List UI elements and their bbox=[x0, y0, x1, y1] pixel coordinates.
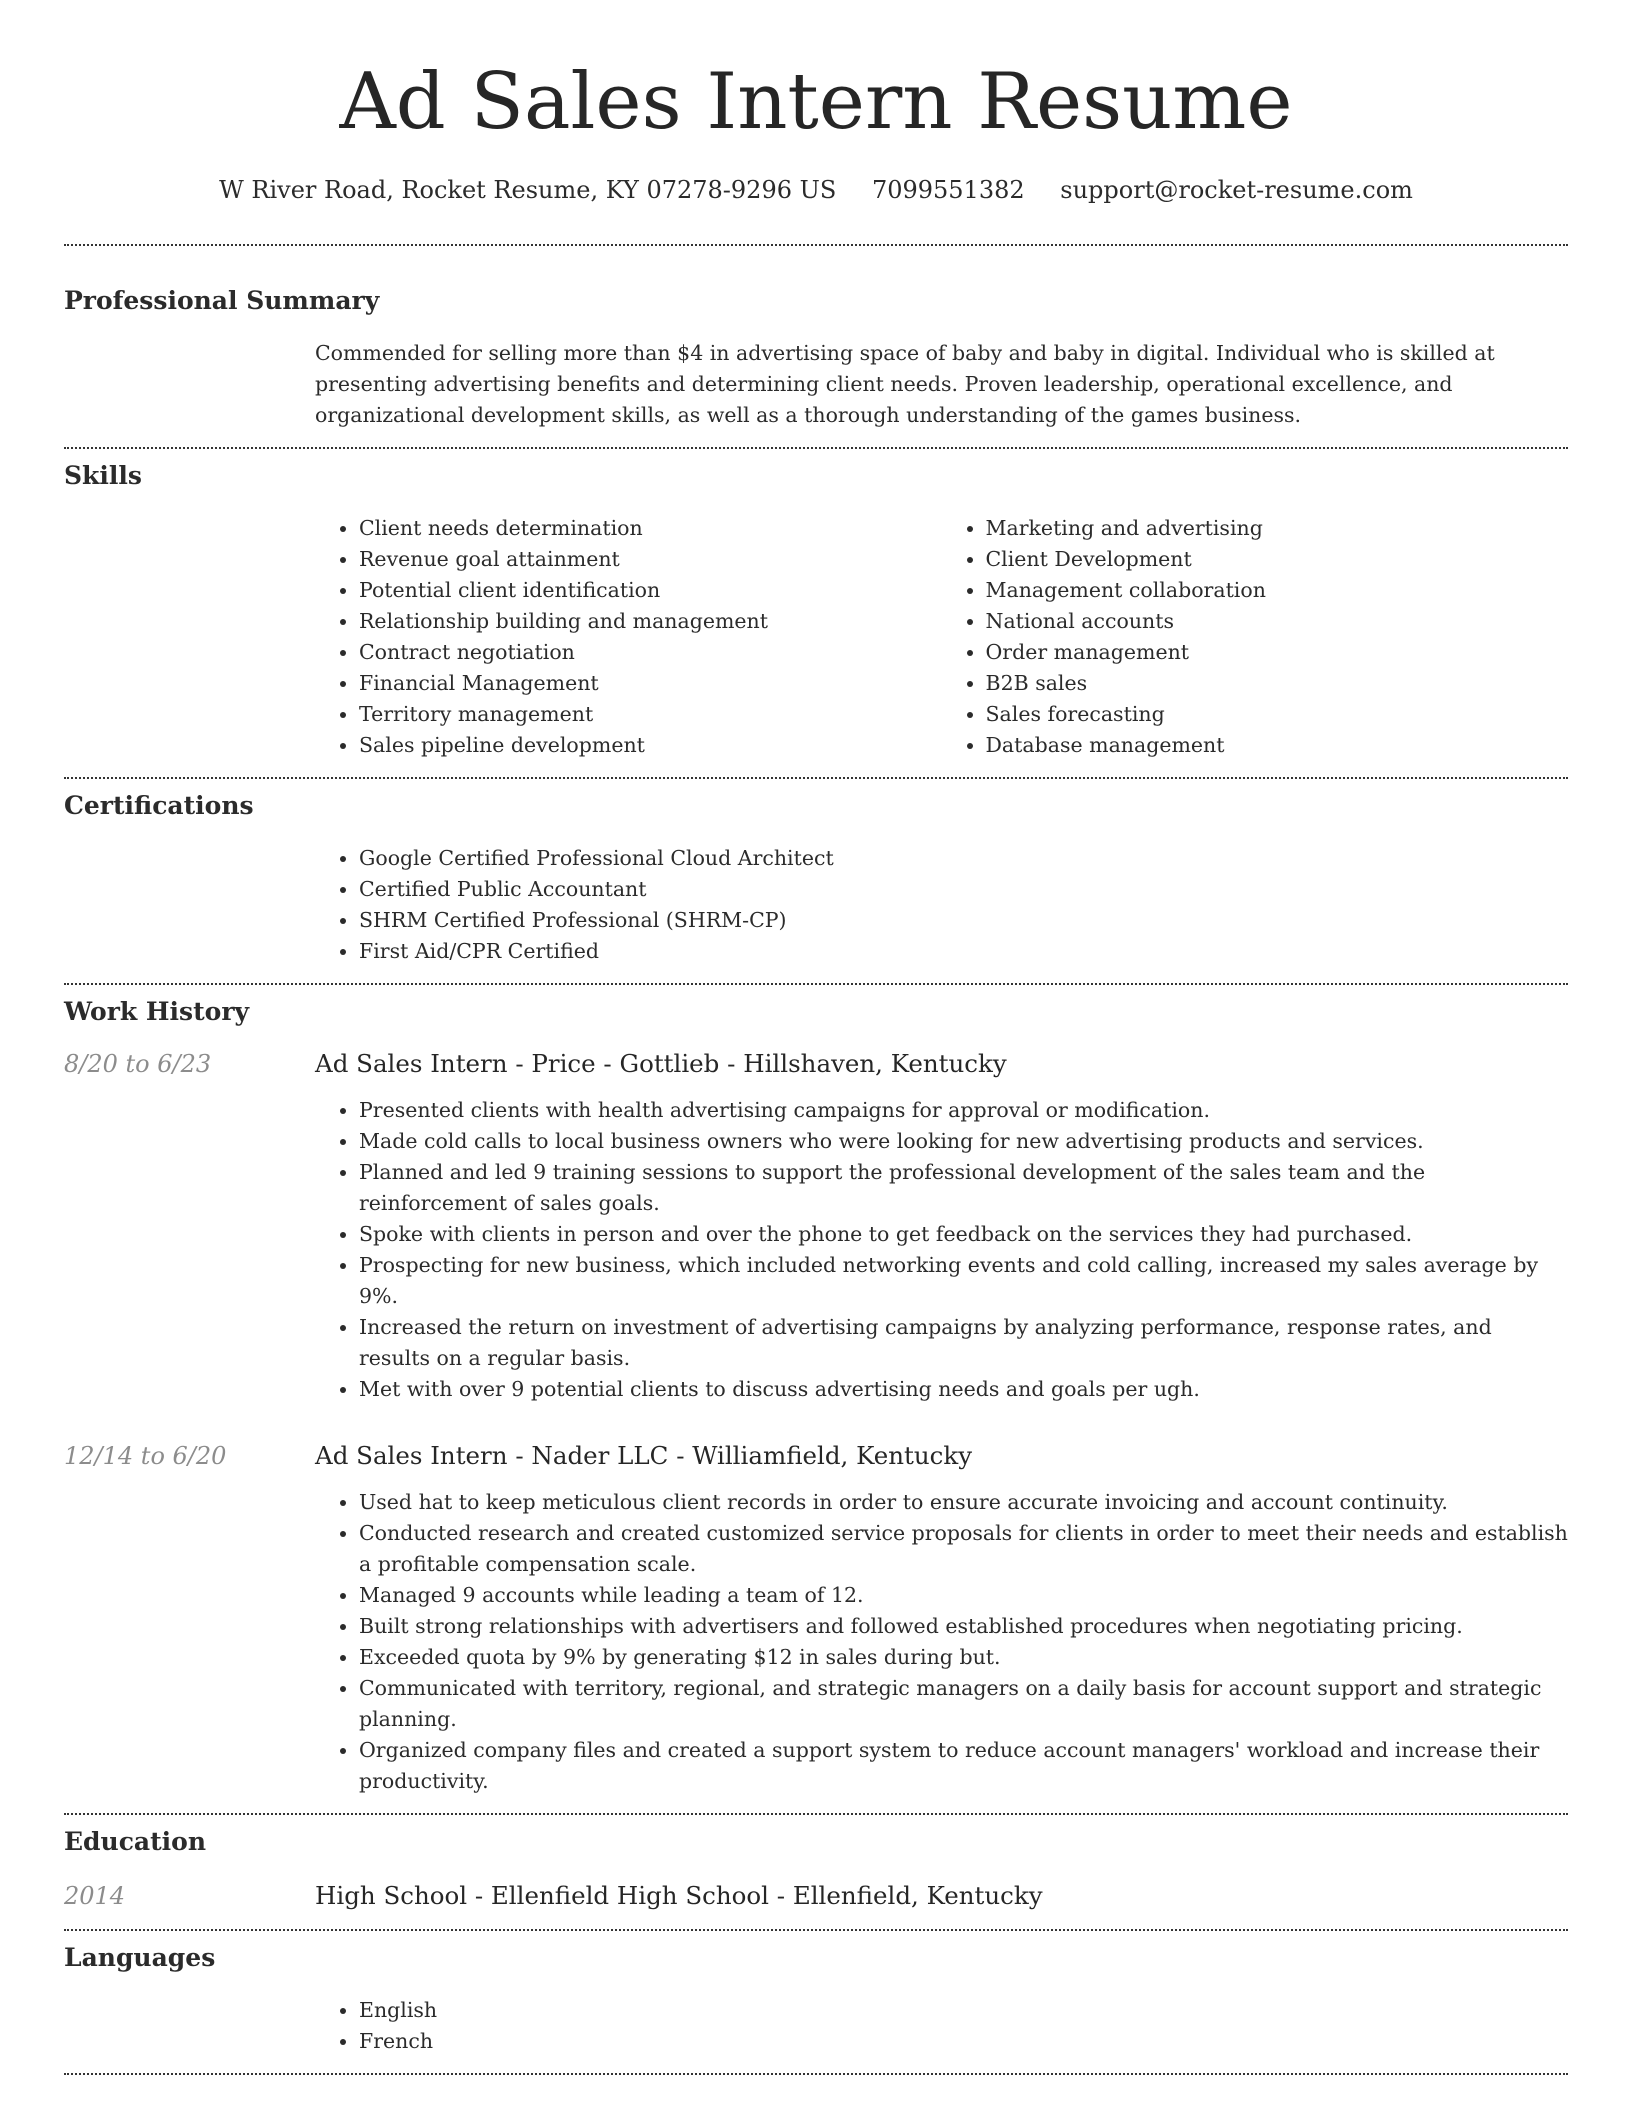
list-item: • Presented clients with health advertising campaigns for approval or modification. bbox=[359, 1095, 1568, 1126]
list-item: • National accounts bbox=[986, 606, 1569, 637]
languages-list bbox=[315, 1995, 1568, 2057]
list-item: • Exceeded quota by 9% by generating $12 in sales during but. bbox=[359, 1642, 1568, 1673]
list-item: • Financial Management bbox=[359, 668, 942, 699]
job-header bbox=[64, 1047, 1568, 1081]
skills-heading: Skills bbox=[64, 461, 142, 490]
job-date: 8/20 to 6/23 bbox=[64, 1050, 212, 1078]
list-item: • First Aid/CPR Certified bbox=[359, 936, 1568, 967]
list-item: • Potential client identification bbox=[359, 575, 942, 606]
divider bbox=[64, 777, 1568, 779]
list-item: • Organized company files and created a support system to reduce account managers' workload and increase their productivity. bbox=[359, 1735, 1568, 1797]
summary-text: Commended for selling more than $4 in advertising space of baby and baby in digital. Individual who is skilled at presenting advertising benefits and determining client needs. Proven leadership, operational excellence, and organizational development skills, as well as a thorough understanding of the games business. bbox=[315, 341, 1495, 427]
job-title: Ad Sales Intern - Price - Gottlieb - Hillshaven, Kentucky bbox=[315, 1049, 1007, 1078]
divider bbox=[64, 1929, 1568, 1931]
list-item: • Contract negotiation bbox=[359, 637, 942, 668]
list-item: • French bbox=[359, 2026, 1568, 2057]
divider bbox=[64, 1813, 1568, 1815]
list-item: • Prospecting for new business, which included networking events and cold calling, increased my sales average by 9%. bbox=[359, 1250, 1568, 1312]
resume-page bbox=[64, 0, 1568, 2075]
job-bullets bbox=[315, 1487, 1568, 1797]
contact-email: support@rocket-resume.com bbox=[1060, 176, 1413, 204]
list-item: • Client needs determination bbox=[359, 513, 942, 544]
languages-heading: Languages bbox=[64, 1943, 216, 1972]
list-item: • Increased the return on investment of advertising campaigns by analyzing performance, response rates, and results on a regular basis. bbox=[359, 1312, 1568, 1374]
list-item: • B2B sales bbox=[986, 668, 1569, 699]
list-item: • SHRM Certified Professional (SHRM-CP) bbox=[359, 905, 1568, 936]
job-title: Ad Sales Intern - Nader LLC - Williamfield, Kentucky bbox=[315, 1441, 973, 1470]
list-item: • Management collaboration bbox=[986, 575, 1569, 606]
list-item: • Order management bbox=[986, 637, 1569, 668]
list-item: • Sales pipeline development bbox=[359, 730, 942, 761]
certifications-block bbox=[315, 843, 1568, 967]
list-item: • Built strong relationships with advertisers and followed established procedures when negotiating pricing. bbox=[359, 1611, 1568, 1642]
list-item: • Sales forecasting bbox=[986, 699, 1569, 730]
list-item: • Marketing and advertising bbox=[986, 513, 1569, 544]
divider bbox=[64, 244, 1568, 246]
job-bullets bbox=[315, 1095, 1568, 1405]
contact-address: W River Road, Rocket Resume, KY 07278-9296 US bbox=[219, 176, 837, 204]
list-item: • Met with over 9 potential clients to discuss advertising needs and goals per ugh. bbox=[359, 1374, 1568, 1405]
divider bbox=[64, 983, 1568, 985]
contact-phone: 7099551382 bbox=[871, 176, 1025, 204]
job-bullet-list bbox=[315, 1487, 1568, 1797]
skills-list-left bbox=[315, 513, 942, 761]
list-item: • Database management bbox=[986, 730, 1569, 761]
divider bbox=[64, 2073, 1568, 2075]
list-item: • Certified Public Accountant bbox=[359, 874, 1568, 905]
education-date: 2014 bbox=[64, 1882, 126, 1910]
list-item: • Conducted research and created customized service proposals for clients in order to meet their needs and establish a profitable compensation scale. bbox=[359, 1518, 1568, 1580]
languages-block bbox=[315, 1995, 1568, 2057]
divider bbox=[64, 447, 1568, 449]
skills-list-right bbox=[942, 513, 1569, 761]
certifications-heading: Certifications bbox=[64, 791, 254, 820]
job-entry bbox=[64, 1047, 1568, 1405]
job-bullet-list bbox=[315, 1095, 1568, 1405]
education-heading: Education bbox=[64, 1827, 207, 1856]
job-date: 12/14 to 6/20 bbox=[64, 1442, 227, 1470]
certifications-list bbox=[315, 843, 1568, 967]
skills-grid bbox=[315, 513, 1568, 761]
list-item: • Territory management bbox=[359, 699, 942, 730]
contact-line bbox=[64, 174, 1568, 206]
summary-heading: Professional Summary bbox=[64, 286, 380, 315]
job-entry bbox=[64, 1439, 1568, 1797]
list-item: • Managed 9 accounts while leading a team of 12. bbox=[359, 1580, 1568, 1611]
list-item: • Google Certified Professional Cloud Architect bbox=[359, 843, 1568, 874]
list-item: • Relationship building and management bbox=[359, 606, 942, 637]
list-item: • Planned and led 9 training sessions to support the professional development of the sales team and the reinforcement of sales goals. bbox=[359, 1157, 1568, 1219]
education-title: High School - Ellenfield High School - Ellenfield, Kentucky bbox=[315, 1881, 1043, 1910]
education-entry bbox=[64, 1879, 1568, 1913]
list-item: • Made cold calls to local business owners who were looking for new advertising products and services. bbox=[359, 1126, 1568, 1157]
work-heading: Work History bbox=[64, 997, 250, 1026]
list-item: • Revenue goal attainment bbox=[359, 544, 942, 575]
job-header bbox=[64, 1439, 1568, 1473]
list-item: • Communicated with territory, regional, and strategic managers on a daily basis for account support and strategic planning. bbox=[359, 1673, 1568, 1735]
list-item: • Spoke with clients in person and over the phone to get feedback on the services they had purchased. bbox=[359, 1219, 1568, 1250]
list-item: • English bbox=[359, 1995, 1568, 2026]
list-item: • Used hat to keep meticulous client records in order to ensure accurate invoicing and account continuity. bbox=[359, 1487, 1568, 1518]
page-title: Ad Sales Intern Resume bbox=[339, 57, 1293, 147]
list-item: • Client Development bbox=[986, 544, 1569, 575]
